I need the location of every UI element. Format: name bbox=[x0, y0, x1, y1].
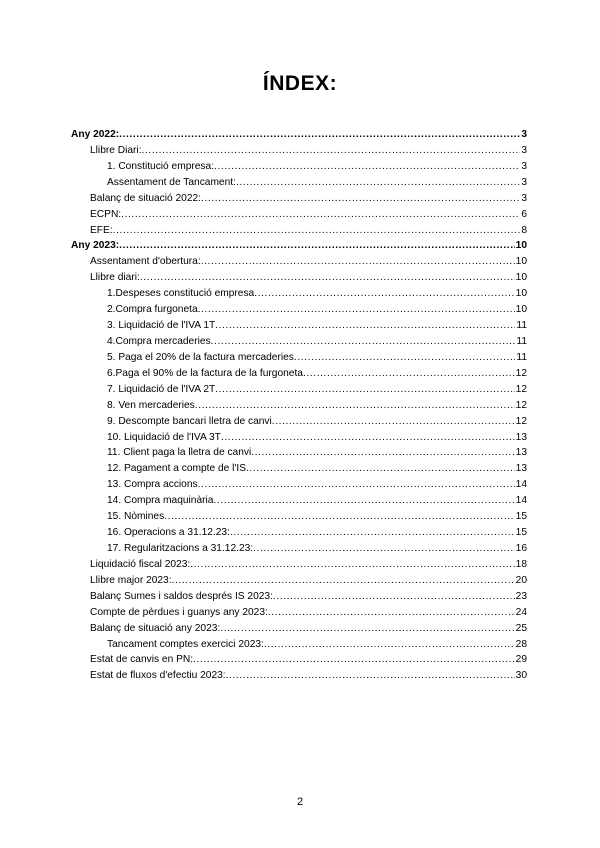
toc-entry-page: 13 bbox=[515, 447, 527, 459]
dot-leader bbox=[140, 270, 515, 286]
toc-entry-page: 15 bbox=[515, 511, 527, 523]
toc-entry-title: Balanç de situació 2022: bbox=[90, 192, 202, 204]
dot-leader bbox=[119, 238, 515, 254]
toc-entry[interactable] bbox=[71, 509, 527, 525]
toc-entry[interactable] bbox=[71, 493, 527, 509]
toc-entry-page: 16 bbox=[515, 542, 527, 554]
toc-entry[interactable] bbox=[71, 175, 527, 191]
toc-entry[interactable] bbox=[71, 270, 527, 286]
toc-entry[interactable] bbox=[71, 159, 527, 175]
toc-entry-page: 14 bbox=[515, 495, 527, 507]
toc-entry[interactable] bbox=[71, 525, 527, 541]
toc-entry-page: 18 bbox=[515, 558, 527, 570]
dot-leader bbox=[251, 445, 514, 461]
dot-leader bbox=[198, 302, 515, 318]
toc-entry-page: 23 bbox=[515, 590, 527, 602]
toc-entry-page: 28 bbox=[515, 638, 527, 650]
toc-entry[interactable] bbox=[71, 350, 527, 366]
toc-entry-page: 11 bbox=[516, 351, 527, 363]
toc-entry-title: Balanç Sumes i saldos després IS 2023: bbox=[90, 590, 273, 602]
dot-leader bbox=[215, 318, 515, 334]
toc-entry[interactable] bbox=[71, 318, 527, 334]
toc-entry[interactable] bbox=[71, 541, 527, 557]
dot-leader bbox=[294, 350, 516, 366]
toc-entry-page: 3 bbox=[521, 144, 527, 156]
dot-leader bbox=[268, 605, 515, 621]
toc-entry[interactable] bbox=[71, 652, 527, 668]
toc-entry-page: 10 bbox=[515, 256, 527, 268]
toc-entry[interactable] bbox=[71, 557, 527, 573]
toc-entry[interactable] bbox=[71, 668, 527, 684]
toc-entry-title: 6.Paga el 90% de la factura de la furgoneta bbox=[107, 367, 303, 379]
dot-leader bbox=[254, 286, 514, 302]
toc-entry-page: 12 bbox=[515, 415, 527, 427]
toc-entry-title: 15. Nòmines bbox=[107, 511, 165, 523]
toc-entry[interactable] bbox=[71, 143, 527, 159]
toc-entry-title: Llibre major 2023: bbox=[90, 574, 172, 586]
toc-entry[interactable] bbox=[71, 238, 527, 254]
toc-entry-page: 10 bbox=[515, 288, 527, 300]
toc-entry-title: 4.Compra mercaderies bbox=[107, 335, 211, 347]
toc-entry-title: Balanç de situació any 2023: bbox=[90, 622, 221, 634]
dot-leader bbox=[246, 461, 515, 477]
toc-entry-title: 1. Constitució empresa: bbox=[107, 160, 215, 172]
dot-leader bbox=[303, 366, 515, 382]
dot-leader bbox=[193, 652, 515, 668]
toc-entry-page: 10 bbox=[515, 240, 527, 252]
toc-entry-title: Any 2023: bbox=[71, 240, 120, 252]
toc-entry[interactable] bbox=[71, 589, 527, 605]
toc-entry-page: 3 bbox=[521, 129, 527, 140]
toc-entry[interactable] bbox=[71, 382, 527, 398]
toc-entry-title: 10. Liquidació de l'IVA 3T bbox=[107, 431, 221, 443]
toc-entry-page: 3 bbox=[521, 160, 527, 172]
toc-entry-page: 6 bbox=[521, 208, 527, 220]
dot-leader bbox=[190, 557, 514, 573]
dot-leader bbox=[201, 254, 515, 270]
dot-leader bbox=[201, 191, 520, 207]
dot-leader bbox=[164, 509, 514, 525]
toc-entry-page: 3 bbox=[521, 192, 527, 204]
toc-entry[interactable] bbox=[71, 430, 527, 446]
toc-entry[interactable] bbox=[71, 191, 527, 207]
toc-entry-page: 10 bbox=[515, 304, 527, 316]
toc-entry-title: 5. Paga el 20% de la factura mercaderies bbox=[107, 351, 294, 363]
toc-entry-page: 10 bbox=[515, 272, 527, 284]
toc-entry[interactable] bbox=[71, 127, 527, 143]
toc-entry[interactable] bbox=[71, 286, 527, 302]
toc-entry-title: 13. Compra accions bbox=[107, 479, 198, 491]
toc-entry[interactable] bbox=[71, 461, 527, 477]
toc-entry-title: 9. Descompte bancari lletra de canvi bbox=[107, 415, 272, 427]
toc-entry-page: 11 bbox=[516, 335, 527, 347]
toc-entry-title: Tancament comptes exercici 2023: bbox=[107, 638, 264, 650]
toc-entry-page: 14 bbox=[515, 479, 527, 491]
toc-entry-title: 17. Regularitzacions a 31.12.23: bbox=[107, 542, 254, 554]
toc-entry-page: 13 bbox=[515, 431, 527, 443]
toc-entry-page: 12 bbox=[515, 367, 527, 379]
toc-entry-title: 8. Ven mercaderies bbox=[107, 399, 195, 411]
toc-entry-page: 24 bbox=[515, 606, 527, 618]
dot-leader bbox=[220, 621, 514, 637]
dot-leader bbox=[272, 414, 515, 430]
toc-entry[interactable] bbox=[71, 207, 527, 223]
toc-entry[interactable] bbox=[71, 254, 527, 270]
toc-entry-page: 30 bbox=[515, 670, 527, 682]
toc-entry-title: 11. Client paga la lletra de canvi bbox=[107, 447, 252, 459]
toc-entry[interactable] bbox=[71, 445, 527, 461]
dot-leader bbox=[273, 589, 515, 605]
toc-entry[interactable] bbox=[71, 334, 527, 350]
toc-entry-title: Estat de canvis en PN: bbox=[90, 654, 194, 666]
toc-entry[interactable] bbox=[71, 223, 527, 239]
dot-leader bbox=[211, 334, 516, 350]
dot-leader bbox=[195, 398, 515, 414]
dot-leader bbox=[215, 382, 514, 398]
toc-entry-title: Llibre Diari: bbox=[90, 144, 142, 156]
dot-leader bbox=[214, 159, 520, 175]
dot-leader bbox=[253, 541, 515, 557]
toc-entry[interactable] bbox=[71, 605, 527, 621]
toc-entry-page: 29 bbox=[515, 654, 527, 666]
toc-entry-title: 7. Liquidació de l'IVA 2T bbox=[107, 383, 216, 395]
dot-leader bbox=[236, 175, 520, 191]
toc-entry-page: 12 bbox=[515, 399, 527, 411]
toc-entry-title: 3. Liquidació de l'IVA 1T bbox=[107, 320, 216, 332]
dot-leader bbox=[213, 493, 514, 509]
toc-entry-title: 2.Compra furgoneta bbox=[107, 304, 198, 316]
toc-entry-title: Llibre diari: bbox=[90, 272, 140, 284]
dot-leader bbox=[119, 127, 520, 143]
toc-entry[interactable] bbox=[71, 302, 527, 318]
dot-leader bbox=[121, 207, 520, 223]
toc-entry-page: 11 bbox=[516, 320, 527, 332]
dot-leader bbox=[113, 223, 521, 239]
dot-leader bbox=[230, 525, 515, 541]
toc-entry-title: Liquidació fiscal 2023: bbox=[90, 558, 191, 570]
toc-entry-page: 20 bbox=[515, 574, 527, 586]
toc-entry-title: Any 2022: bbox=[71, 129, 120, 140]
toc-entry-page: 8 bbox=[521, 224, 527, 236]
dot-leader bbox=[264, 637, 515, 653]
dot-leader bbox=[142, 143, 521, 159]
toc-entry-page: 25 bbox=[515, 622, 527, 634]
page-number: 2 bbox=[296, 796, 304, 808]
toc-entry[interactable] bbox=[71, 366, 527, 382]
toc-entry-title: 14. Compra maquinària bbox=[107, 495, 214, 507]
toc-entry-title: EFE: bbox=[90, 224, 113, 236]
dot-leader bbox=[226, 668, 515, 684]
toc-entry[interactable] bbox=[71, 398, 527, 414]
toc-entry-page: 3 bbox=[521, 176, 527, 188]
toc-entry-page: 12 bbox=[515, 383, 527, 395]
table-of-contents bbox=[71, 127, 527, 684]
page-title: ÍNDEX: bbox=[262, 72, 338, 95]
toc-entry-page: 15 bbox=[515, 527, 527, 539]
toc-entry-title: 16. Operacions a 31.12.23: bbox=[107, 527, 230, 539]
toc-entry-title: Assentament de Tancament: bbox=[107, 176, 236, 188]
toc-entry-title: 1.Despeses constitució empresa bbox=[107, 288, 255, 300]
toc-entry[interactable] bbox=[71, 621, 527, 637]
dot-leader bbox=[172, 573, 515, 589]
toc-entry-title: 12. Pagament a compte de l'IS bbox=[107, 463, 246, 475]
toc-entry[interactable] bbox=[71, 414, 527, 430]
dot-leader bbox=[198, 477, 515, 493]
toc-entry-title: Compte de pèrdues i guanys any 2023: bbox=[90, 606, 268, 618]
toc-entry[interactable] bbox=[71, 477, 527, 493]
toc-entry-page: 13 bbox=[515, 463, 527, 475]
toc-entry-title: Estat de fluxos d'efectiu 2023: bbox=[90, 670, 226, 682]
dot-leader bbox=[221, 430, 515, 446]
toc-entry-title: Assentament d'obertura: bbox=[90, 256, 201, 268]
toc-entry[interactable] bbox=[71, 573, 527, 589]
toc-entry-title: ECPN: bbox=[90, 208, 122, 220]
toc-entry[interactable] bbox=[71, 637, 527, 653]
